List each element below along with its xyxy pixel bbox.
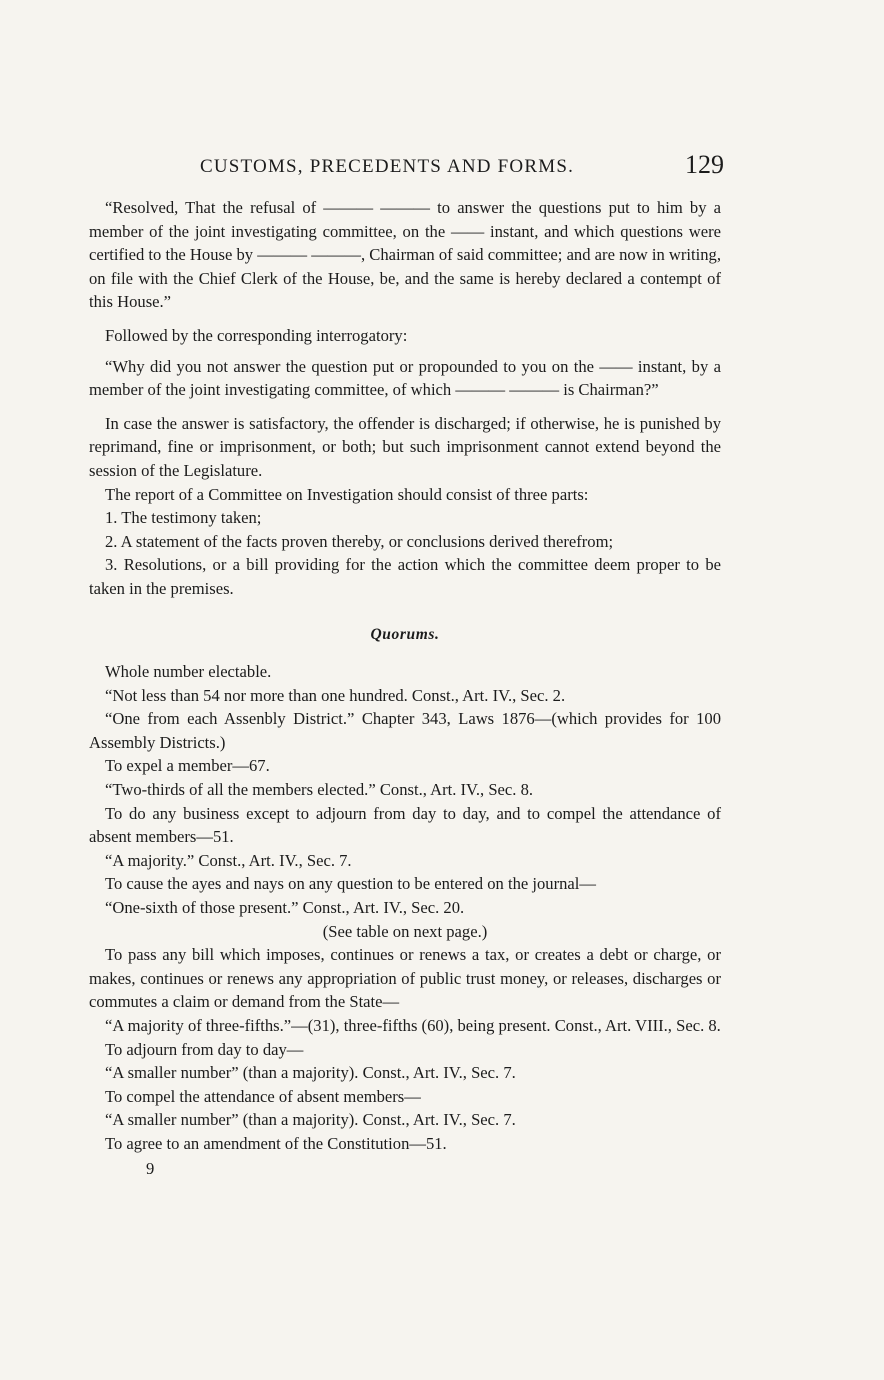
signature-mark: 9 (146, 1158, 155, 1178)
report-item-3: 3. Resolutions, or a bill providing for the action which the committee deem proper to be taken in the premises. (89, 555, 721, 598)
quorum-line: “A smaller number” (than a majority). Const., Art. IV., Sec. 7. (105, 1063, 516, 1083)
section-heading: Quorums. (370, 625, 440, 643)
quorum-line: “A smaller number” (than a majority). Const., Art. IV., Sec. 7. (105, 1110, 516, 1130)
quorum-line: To agree to an amendment of the Constitution—51. (105, 1133, 447, 1153)
quorum-line: “A majority of three-fifths.”—(31), three-fifths (60), being present. Const., Art. VIII., Sec. 8. (105, 1016, 721, 1035)
table-note: (See table on next page.) (322, 921, 488, 941)
discharge-paragraph: In case the answer is satisfactory, the offender is discharged; if otherwise, he is punished by reprimand, fine or imprisonment, or both; but such imprisonment cannot extend beyond the session of the Legislature. (89, 413, 721, 480)
quorum-line: “One-sixth of those present.” Const., Art. IV., Sec. 20. (105, 898, 465, 918)
report-item-1: 1. The testimony taken; (105, 508, 262, 528)
quorum-line: “One from each Assenbly District.” Chapter 343, Laws 1876—(which provides for 100 Assembly Districts.) (89, 709, 721, 752)
quorum-line: “Two-thirds of all the members elected.” Const., Art. IV., Sec. 8. (105, 780, 534, 800)
quorum-line: To expel a member—67. (105, 756, 270, 776)
quorum-line: To pass any bill which imposes, continues or renews a tax, or creates a debt or charge, or makes, continues or renews any appropriation of public trust money, or releases, discharges or commutes a claim or demand from the State— (89, 945, 721, 1012)
quorum-line: To cause the ayes and nays on any question to be entered on the journal— (105, 874, 596, 894)
quorum-line: “A majority.” Const., Art. IV., Sec. 7. (105, 850, 352, 870)
interrogatory-intro: Followed by the corresponding interrogatory: (105, 325, 408, 345)
quorum-line: To do any business except to adjourn from day to day, and to compel the attendance of absent members—51. (89, 803, 721, 847)
quorum-line: “Not less than 54 nor more than one hundred. Const., Art. IV., Sec. 2. (105, 685, 566, 705)
quorum-line: To compel the attendance of absent members— (105, 1086, 421, 1106)
report-item-2: 2. A statement of the facts proven thereby, or conclusions derived therefrom; (105, 531, 614, 551)
report-intro: The report of a Committee on Investigation should consist of three parts: (105, 484, 589, 504)
page-header (200, 150, 724, 184)
page-body (89, 196, 721, 1180)
resolution-paragraph: “Resolved, That the refusal of ——— ——— to answer the questions put to him by a member of the joint investigating committee, on the —— instant, and which questions were certified to the House by ——— ———, Chairman of said committee; and are now in writing, on file with the Chief Clerk of the House, be, and the same is hereby declared a contempt of this House.” (89, 198, 721, 312)
quorum-line: Whole number electable. (105, 662, 272, 682)
page-number: 129 (685, 150, 724, 179)
running-title: CUSTOMS, PRECEDENTS AND FORMS. (200, 156, 575, 177)
quorum-line: To adjourn from day to day— (105, 1039, 304, 1059)
interrogatory-paragraph: “Why did you not answer the question put or propounded to you on the —— instant, by a member of the joint investigating committee, of which ——— ——— is Chairman?” (89, 356, 721, 400)
